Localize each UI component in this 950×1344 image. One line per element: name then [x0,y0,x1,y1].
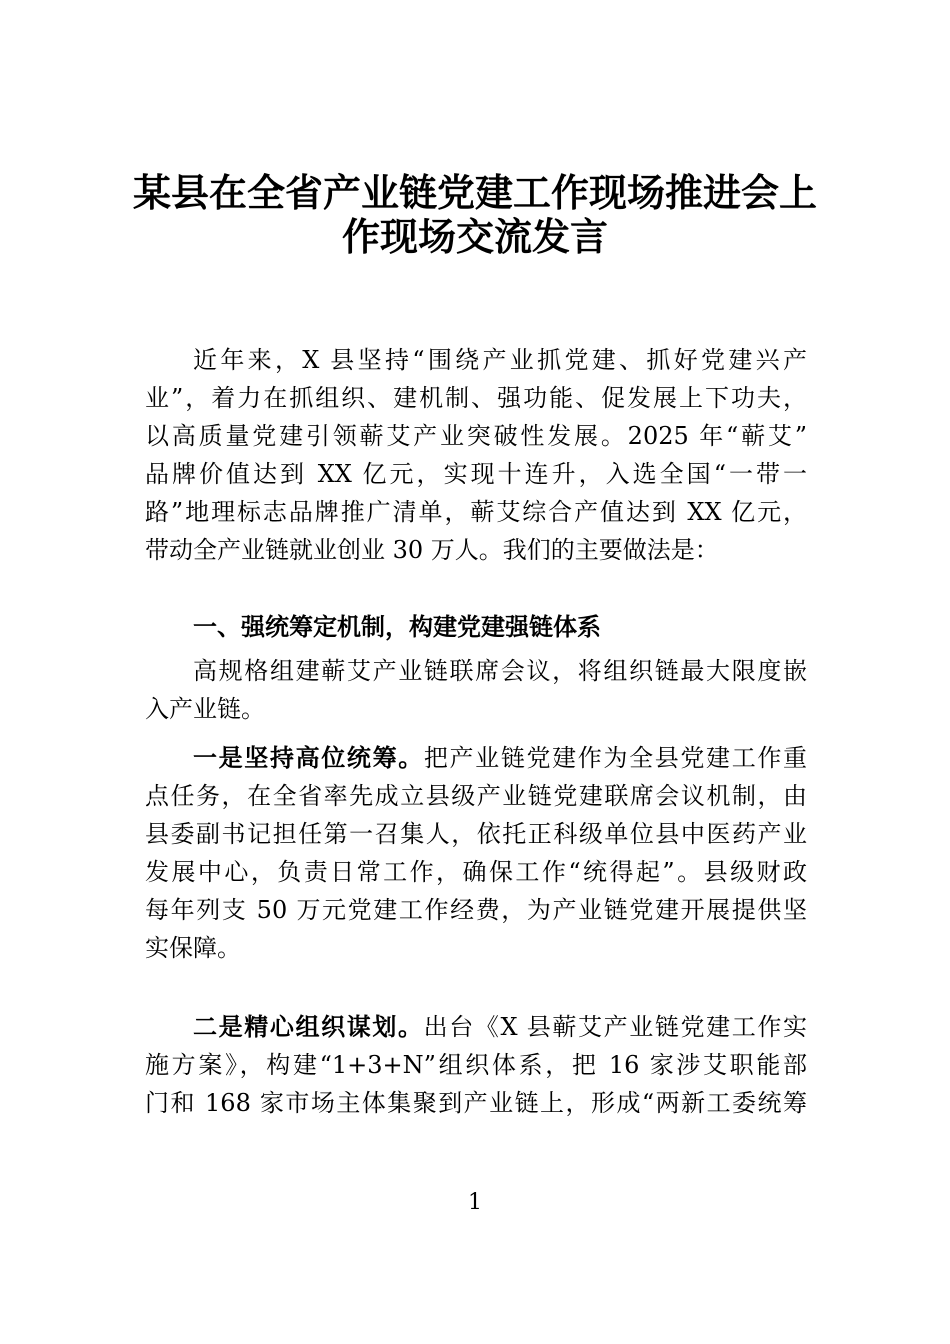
paragraph-line: 入产业链。 [145,695,265,723]
point-two-first-line: 出台《X 县蕲艾产业链党建工作实 [423,1013,808,1041]
paragraph-line: 门和 168 家市场主体集聚到产业链上，形成“两新工委统筹 [145,1089,807,1117]
paragraph-line: 县委副书记担任第一召集人，依托正科级单位县中医药产业 [145,820,807,848]
paragraph-line: 业”，着力在抓组织、建机制、强功能、促发展上下功夫， [145,384,807,412]
point-one-lead: 一是坚持高位统筹。 [193,743,424,772]
paragraph-line: 实保障。 [145,934,241,962]
paragraph-line: 高规格组建蕲艾产业链联席会议，将组织链最大限度嵌 [193,657,807,685]
paragraph-line: 施方案》，构建“1+3+N”组织体系，把 16 家涉艾职能部 [145,1051,807,1079]
paragraph-line: 点任务，在全省率先成立县级产业链党建联席会议机制，由 [145,782,807,810]
document-title-line-2: 作现场交流发言 [341,214,608,259]
paragraph-line: 发展中心，负责日常工作，确保工作“统得起”。县级财政 [145,858,807,886]
point-two-lead: 二是精心组织谋划。 [193,1012,424,1041]
point-two-paragraph [145,1008,807,1122]
paragraph-line: 以高质量党建引领蕲艾产业突破性发展。2025 年“蕲艾” [145,422,807,450]
intro-paragraph [145,341,807,569]
point-one-paragraph [145,739,807,967]
section-heading [145,608,807,646]
paragraph-line [145,739,807,777]
section-heading-text: 一、强统筹定机制，构建党建强链体系 [193,613,601,641]
paragraph-line [145,1008,807,1046]
document-title-line-1: 某县在全省产业链党建工作现场推进会上 [132,170,817,215]
paragraph-line: 近年来，X 县坚持“围绕产业抓党建、抓好党建兴产 [193,346,807,374]
page-number: 1 [468,1190,482,1215]
paragraph-line: 路”地理标志品牌推广清单，蕲艾综合产值达到 XX 亿元， [145,498,807,526]
paragraph-line: 品牌价值达到 XX 亿元，实现十连升，入选全国“一带一 [145,460,807,488]
point-one-first-line: 把产业链党建作为全县党建工作重 [423,744,808,772]
section-intro-paragraph [145,652,807,728]
paragraph-line: 每年列支 50 万元党建工作经费，为产业链党建开展提供坚 [145,896,807,924]
paragraph-line: 带动全产业链就业创业 30 万人。我们的主要做法是： [145,536,719,564]
